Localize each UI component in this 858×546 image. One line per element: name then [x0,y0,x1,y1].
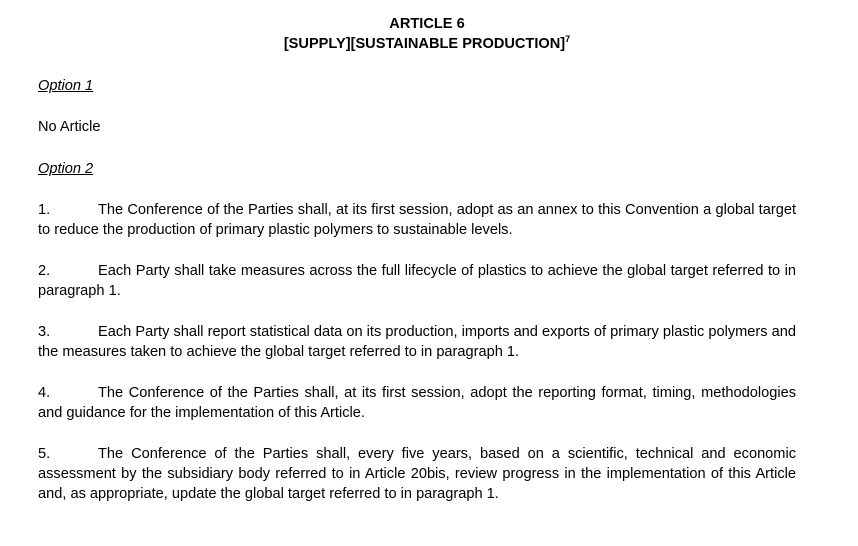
paragraph-3 [38,322,796,362]
paragraph-number: 2. [38,263,51,279]
paragraph-5 [38,444,796,504]
article-title-line [58,34,796,54]
paragraph-number: 3. [38,324,51,340]
paragraph-number: 1. [38,202,51,218]
option-2-heading: Option 2 [38,161,94,177]
paragraph-number: 5. [38,446,51,462]
paragraph-number: 4. [38,385,51,401]
paragraph-text: The Conference of the Parties shall, at its first session, adopt the reporting format, timing, methodologies and guidance for the implementation of this Article. [38,385,796,421]
article-header [58,14,796,54]
article-title: [SUPPLY][SUSTAINABLE PRODUCTION] [283,36,566,52]
article-number: ARTICLE 6 [389,16,465,32]
paragraph-text: The Conference of the Parties shall, at its first session, adopt as an annex to this Convention a global target to reduce the production of primary plastic polymers to sustainable levels. [38,202,796,238]
footnote-marker: 7 [565,34,571,45]
option-1-body: No Article [38,119,101,135]
paragraph-4 [38,383,796,423]
option-1-heading: Option 1 [38,78,94,94]
paragraph-text: Each Party shall report statistical data on its production, imports and exports of primary plastic polymers and the measures taken to achieve the global target referred to in paragraph 1. [38,324,796,360]
paragraph-2 [38,261,796,301]
paragraph-1 [38,200,796,240]
paragraph-text: Each Party shall take measures across the full lifecycle of plastics to achieve the global target referred to in paragraph 1. [38,263,796,299]
paragraph-text: The Conference of the Parties shall, every five years, based on a scientific, technical and economic assessment by the subsidiary body referred to in Article 20bis, review progress in the implementation of this Article and, as appropriate, update the global target referred to in paragraph 1. [38,446,796,502]
